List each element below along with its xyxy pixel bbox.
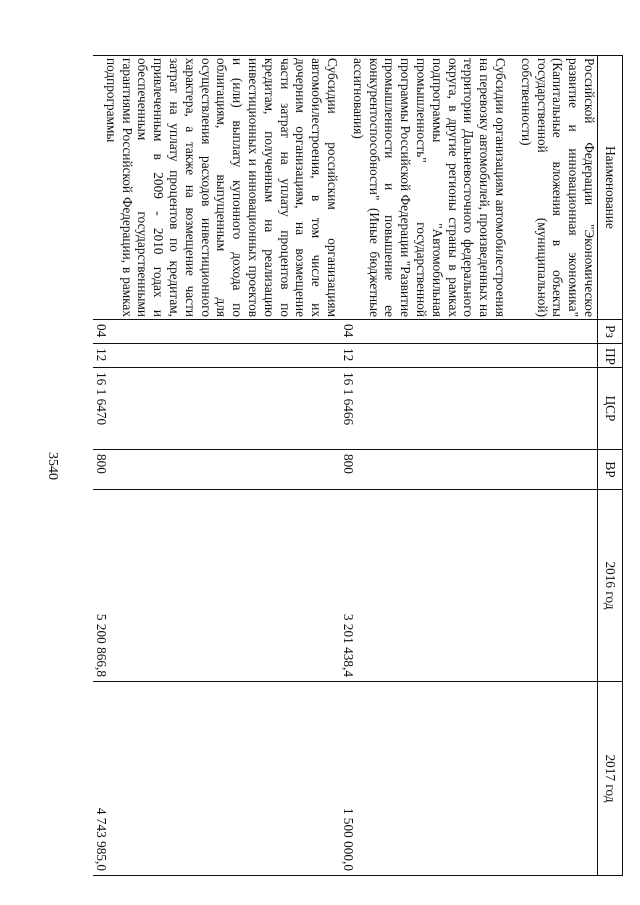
row-vr: [508, 450, 597, 490]
page-number: 3540: [45, 452, 60, 480]
row-csr: 16 1 6466: [340, 368, 508, 450]
row-name: Российской Федерации "Экономическое развитие и инновационная экономика" (Капитальные вложения в объекты государственной (муниципальной) собственности): [508, 56, 597, 320]
header-csr: ЦСР: [598, 368, 623, 450]
header-pr: ПР: [598, 344, 623, 368]
row-2016: [508, 490, 597, 682]
row-rz: 04: [340, 320, 508, 344]
table-row: [93, 56, 340, 876]
header-2017: 2017 год: [598, 682, 623, 876]
row-csr: [508, 368, 597, 450]
row-2016: 3 201 438,4: [340, 490, 508, 682]
row-2017: 1 500 000,0: [340, 682, 508, 876]
header-name: Наименование: [598, 56, 623, 320]
row-pr: 12: [340, 344, 508, 368]
rotated-table-container: [93, 55, 623, 875]
row-csr: 16 1 6470: [93, 368, 340, 450]
row-name: Субсидии организациям автомобилестроения на перевозку автомобилей, произведенных на территории Дальневосточного федерального округа, в другие регионы страны в рамках подпрограммы "Автомобильная промышленность" государственной программы Российской Федерации "Развитие промышленности и повышение ее конкурентоспособности" (Иные бюджетные ассигнования): [340, 56, 508, 320]
row-vr: 800: [93, 450, 340, 490]
row-2016: 5 200 866,8: [93, 490, 340, 682]
row-pr: 12: [93, 344, 340, 368]
row-name: Субсидии российским организациям автомобилестроения, в том числе их дочерним организациям, на возмещение части затрат на уплату процентов по кредитам, полученным на реализацию инвестиционных и инновационных проектов и (или) выплату купонного дохода по облигациям, выпущенным для осуществления расходов инвестиционного характера, а также на возмещение части затрат на уплату процентов по кредитам, привлеченным в 2009 - 2010 годах и обеспеченным государственными гарантиями Российской Федерации, в рамках подпрограммы: [93, 56, 340, 320]
table-row: [340, 56, 508, 876]
row-rz: 04: [93, 320, 340, 344]
header-rz: Рз: [598, 320, 623, 344]
header-vr: ВР: [598, 450, 623, 490]
row-2017: [508, 682, 597, 876]
header-2016: 2016 год: [598, 490, 623, 682]
budget-table: [93, 55, 623, 876]
row-vr: 800: [340, 450, 508, 490]
row-rz: [508, 320, 597, 344]
row-pr: [508, 344, 597, 368]
header-row: [598, 56, 623, 876]
table-row: [508, 56, 597, 876]
row-2017: 4 743 985,0: [93, 682, 340, 876]
